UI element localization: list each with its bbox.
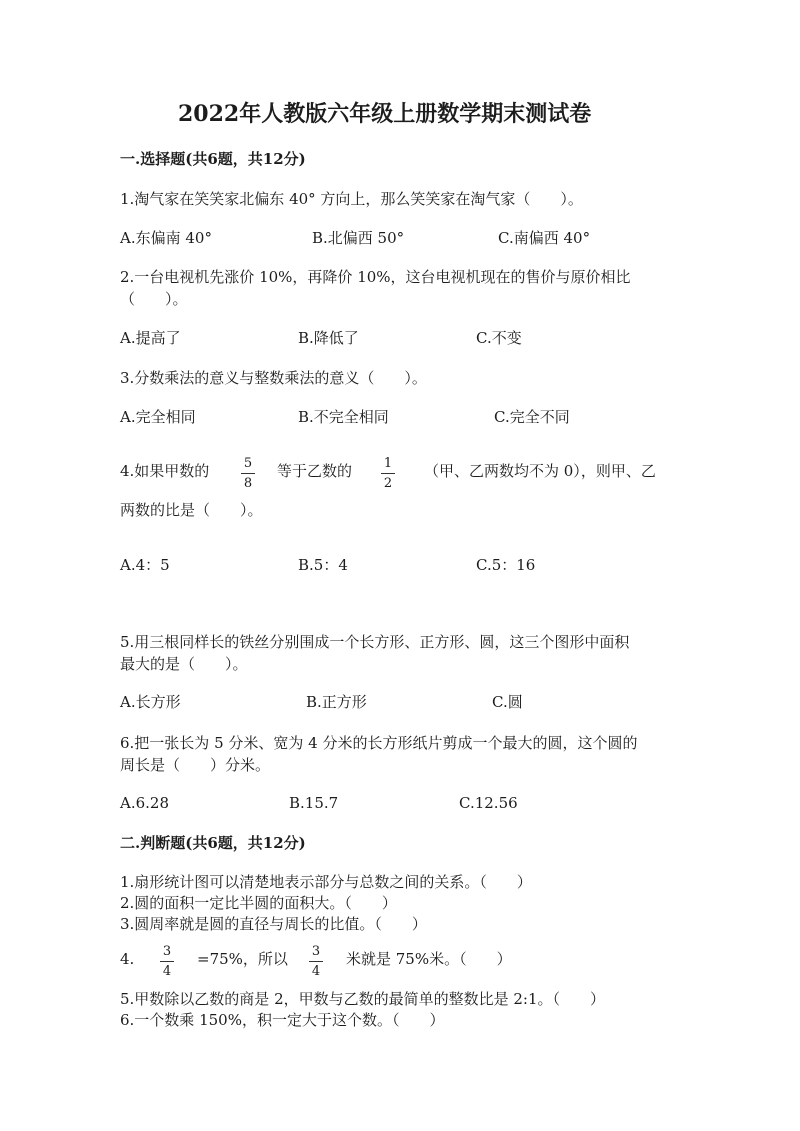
question-2-text: 2.一台电视机先涨价 10%，再降价 10%，这台电视机现在的售价与原价相比 xyxy=(120,268,631,286)
question-5-option-a: A.长方形 xyxy=(120,693,181,711)
question-4-option-b: B.5：4 xyxy=(298,556,348,574)
question-5-text-cont: 最大的是（ ）。 xyxy=(120,655,248,673)
question-5-option-b: B.正方形 xyxy=(306,693,367,711)
fraction-denominator: 4 xyxy=(162,964,172,979)
question-5-option-c: C.圆 xyxy=(492,693,523,711)
judge-item-3: 3.圆周率就是圆的直径与周长的比值。（ ） xyxy=(120,915,427,933)
page-title: 2022年人教版六年级上册数学期末测试卷 xyxy=(178,101,592,127)
judge-item-2: 2.圆的面积一定比半圆的面积大。（ ） xyxy=(120,894,397,912)
fraction-numerator: 3 xyxy=(162,944,172,959)
question-1-option-b: B.北偏西 50° xyxy=(312,229,405,247)
question-6-option-c: C.12.56 xyxy=(459,794,518,812)
question-3-option-c: C.完全不同 xyxy=(494,408,570,426)
judge-item-4-fraction-a xyxy=(158,944,176,979)
fraction-bar xyxy=(160,961,174,962)
question-4-option-a: A.4：5 xyxy=(120,556,170,574)
question-6-option-b: B.15.7 xyxy=(289,794,339,812)
question-4-text-a: 4.如果甲数的 xyxy=(120,462,210,480)
question-5-text: 5.用三根同样长的铁丝分别围成一个长方形、正方形、圆，这三个图形中面积 xyxy=(120,633,630,651)
section-heading-choice: 一.选择题(共6题，共12分) xyxy=(120,150,306,168)
judge-item-5: 5.甲数除以乙数的商是 2，甲数与乙数的最简单的整数比是 2:1。（ ） xyxy=(120,990,606,1008)
question-3-option-a: A.完全相同 xyxy=(120,408,196,426)
question-3-text: 3.分数乘法的意义与整数乘法的意义（ ）。 xyxy=(120,369,427,387)
question-2-text-cont: （ ）。 xyxy=(120,290,188,308)
question-2-option-c: C.不变 xyxy=(476,329,522,347)
fraction-bar xyxy=(381,473,395,474)
question-3-option-b: B.不完全相同 xyxy=(298,408,389,426)
question-2-option-a: A.提高了 xyxy=(120,329,181,347)
question-1-text: 1.淘气家在笑笑家北偏东 40° 方向上，那么笑笑家在淘气家（ ）。 xyxy=(120,190,583,208)
fraction-bar xyxy=(241,473,255,474)
fraction-denominator: 2 xyxy=(383,476,393,491)
question-6-text: 6.把一张长为 5 分米、宽为 4 分米的长方形纸片剪成一个最大的圆，这个圆的 xyxy=(120,734,638,752)
question-4-fraction-b xyxy=(379,456,397,491)
question-4-option-c: C.5：16 xyxy=(476,556,536,574)
question-6-text-cont: 周长是（ ）分米。 xyxy=(120,756,271,774)
question-4-fraction-a xyxy=(239,456,257,491)
judge-item-4-fraction-b xyxy=(307,944,325,979)
judge-item-4-prefix: 4. xyxy=(120,950,135,968)
fraction-numerator: 3 xyxy=(311,944,321,959)
judge-item-6: 6.一个数乘 150%，积一定大于这个数。（ ） xyxy=(120,1011,445,1029)
fraction-numerator: 1 xyxy=(383,456,393,471)
fraction-bar xyxy=(309,961,323,962)
question-4-text-b: 等于乙数的 xyxy=(277,462,353,480)
judge-item-4-suffix: 米就是 75%米。（ ） xyxy=(346,950,512,968)
question-1-option-a: A.东偏南 40° xyxy=(120,229,212,247)
section-heading-true-false: 二.判断题(共6题，共12分) xyxy=(120,834,306,852)
question-6-option-a: A.6.28 xyxy=(120,794,169,812)
question-4-text-c: （甲、乙两数均不为 0），则甲、乙 xyxy=(424,462,656,480)
question-4-text-cont: 两数的比是（ ）。 xyxy=(120,501,263,519)
judge-item-1: 1.扇形统计图可以清楚地表示部分与总数之间的关系。（ ） xyxy=(120,873,532,891)
question-1-option-c: C.南偏西 40° xyxy=(498,229,591,247)
fraction-numerator: 5 xyxy=(243,456,253,471)
judge-item-4-middle: =75%，所以 xyxy=(197,950,288,968)
question-2-option-b: B.降低了 xyxy=(298,329,359,347)
fraction-denominator: 4 xyxy=(311,964,321,979)
fraction-denominator: 8 xyxy=(243,476,253,491)
